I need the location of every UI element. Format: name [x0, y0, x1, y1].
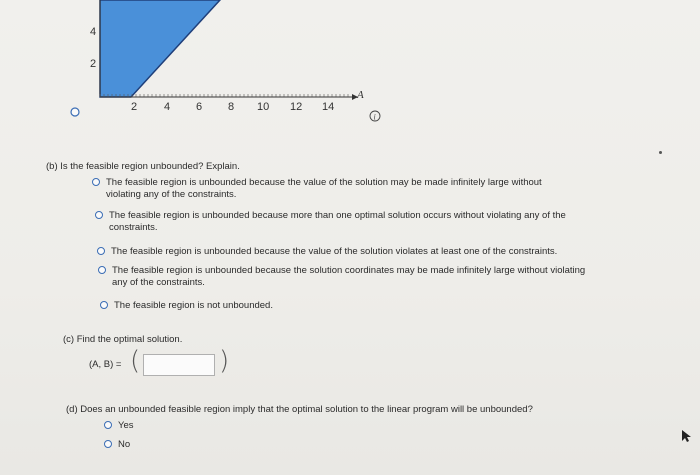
part-b-option-1[interactable] — [92, 177, 672, 201]
solution-label: (A, B) = — [89, 359, 122, 370]
part-d-option-no[interactable] — [104, 439, 130, 451]
y-tick-labels — [90, 26, 96, 70]
radio-button[interactable] — [104, 440, 112, 448]
radio-button[interactable] — [98, 266, 106, 274]
option-text: Yes — [118, 420, 134, 431]
option-text: No — [118, 439, 131, 450]
feasible-region-graph — [0, 0, 400, 125]
y-tick-label: 2 — [90, 58, 97, 70]
option-line: The feasible region is unbounded because more than one optimal solution occurs without violating any of the — [109, 210, 566, 221]
info-icon-glyph: i — [373, 112, 376, 122]
part-c-question: (c) Find the optimal solution. — [63, 334, 183, 345]
part-b-option-3[interactable] — [97, 246, 687, 258]
option-text — [106, 177, 542, 201]
radio-button[interactable] — [100, 301, 108, 309]
part-b-option-5[interactable] — [100, 300, 500, 312]
mouse-cursor-icon — [682, 430, 692, 442]
option-line: The feasible region is not unbounded. — [114, 300, 273, 311]
part-b-option-2[interactable] — [95, 210, 685, 234]
optimal-solution-input[interactable] — [143, 354, 215, 376]
decorative-dot — [659, 151, 662, 154]
open-paren: ( — [130, 346, 141, 376]
x-tick-label: 2 — [131, 101, 138, 113]
x-tick-label: 4 — [164, 101, 171, 113]
option-line: any of the constraints. — [112, 277, 205, 288]
x-tick-label: 10 — [257, 101, 270, 113]
part-b-question: (b) Is the feasible region unbounded? Explain. — [46, 161, 240, 172]
feasible-region — [100, 0, 220, 97]
option-line: The feasible region is unbounded because the solution coordinates may be made infinitely large without violating — [112, 265, 586, 276]
radio-button[interactable] — [97, 247, 105, 255]
x-axis-label: A — [357, 89, 364, 101]
option-text — [114, 300, 273, 312]
part-b-option-4[interactable] — [98, 265, 693, 289]
radio-button[interactable] — [92, 178, 100, 186]
info-icon[interactable] — [370, 111, 380, 122]
radio-button[interactable] — [95, 211, 103, 219]
option-text — [112, 265, 585, 289]
graph-radio[interactable] — [71, 108, 79, 116]
x-tick-label: 12 — [290, 101, 303, 113]
x-tick-label: 6 — [196, 101, 203, 113]
x-tick-label: 14 — [322, 101, 335, 113]
option-text — [109, 210, 566, 234]
graph-svg — [0, 0, 400, 125]
option-line: constraints. — [109, 222, 158, 233]
option-line: violating any of the constraints. — [106, 189, 237, 200]
option-line: The feasible region is unbounded because the value of the solution violates at least one of the constraints. — [111, 246, 558, 257]
option-line: The feasible region is unbounded because the value of the solution may be made infinitely large without — [106, 177, 542, 188]
part-d-question: (d) Does an unbounded feasible region imply that the optimal solution to the linear program will be unbounded? — [66, 404, 533, 415]
part-d-option-yes[interactable] — [104, 420, 134, 432]
x-tick-labels — [131, 101, 334, 113]
option-text — [111, 246, 557, 258]
close-paren: ) — [219, 346, 230, 376]
x-tick-label: 8 — [228, 101, 235, 113]
radio-button[interactable] — [104, 421, 112, 429]
y-tick-label: 4 — [90, 26, 97, 38]
